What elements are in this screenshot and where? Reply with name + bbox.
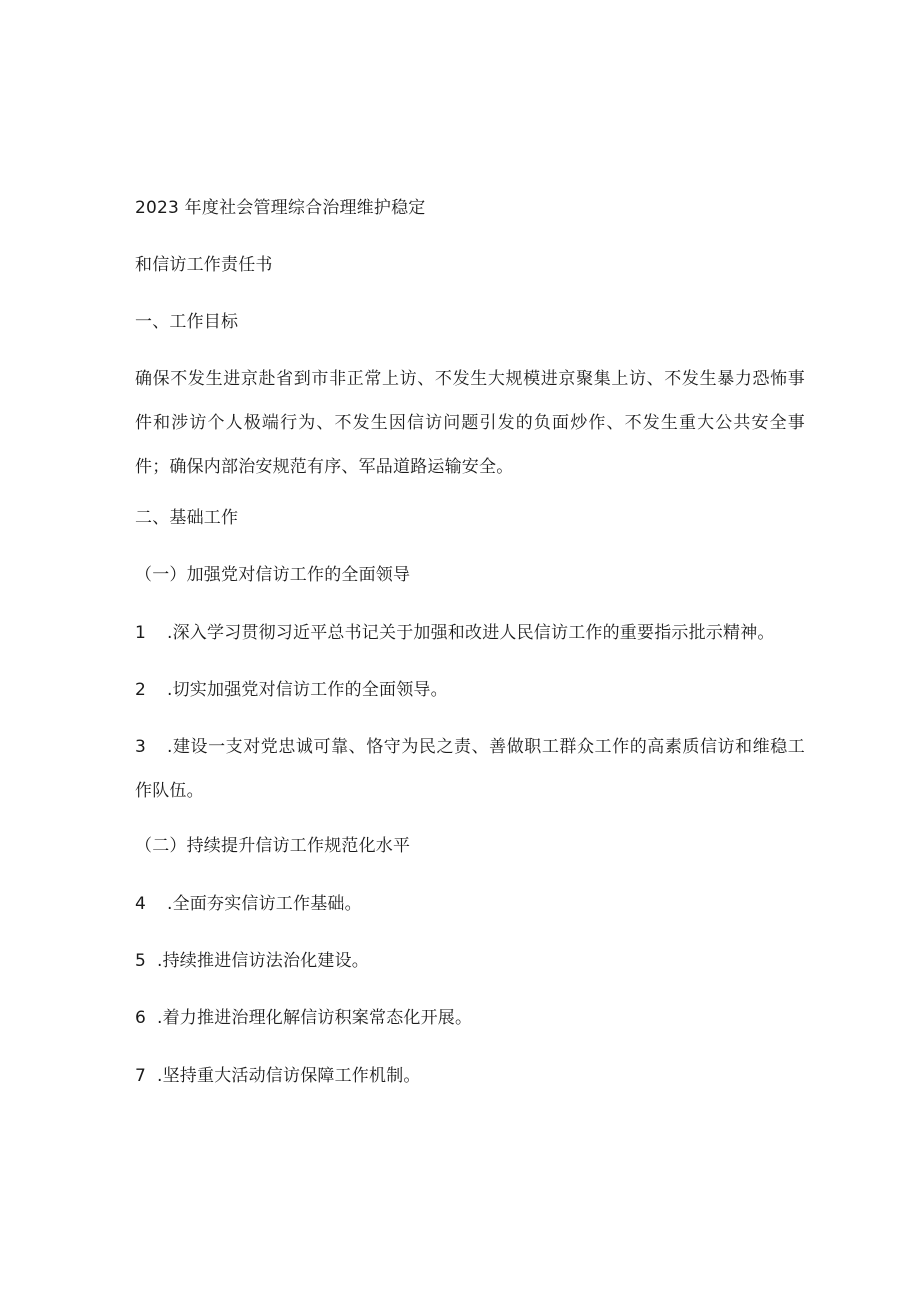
list-item-7 — [135, 1065, 421, 1087]
list-item-text: .全面夯实信访工作基础。 — [167, 894, 362, 914]
list-item-text: .持续推进信访法治化建设。 — [157, 951, 370, 971]
list-item-5 — [135, 950, 369, 972]
list-item-text: .坚持重大活动信访保障工作机制。 — [157, 1066, 421, 1086]
list-item-4 — [135, 893, 362, 915]
list-item-text: .深入学习贯彻习近平总书记关于加强和改进人民信访工作的重要指示批示精神。 — [167, 623, 775, 643]
list-item-text: .切实加强党对信访工作的全面领导。 — [167, 680, 448, 700]
section-body-goals — [135, 357, 805, 489]
section-heading-basic-work: 二、基础工作 — [135, 508, 239, 528]
document-title-line-2: 和信访工作责任书 — [135, 255, 273, 275]
list-item-number: 2 — [135, 680, 147, 700]
subsection-heading-2: （二）持续提升信访工作规范化水平 — [135, 836, 411, 856]
list-item-number: 3 — [135, 737, 147, 757]
list-item-number: 4 — [135, 894, 147, 914]
list-item-3 — [135, 725, 805, 813]
list-item-1 — [135, 622, 775, 644]
section-heading-goals: 一、工作目标 — [135, 312, 239, 332]
list-item-text: .着力推进治理化解信访积案常态化开展。 — [157, 1008, 473, 1028]
list-item-2 — [135, 679, 448, 701]
list-item-number: 5 — [135, 951, 147, 971]
document-title-line-1: 2023 年度社会管理综合治理维护稳定 — [135, 198, 426, 218]
list-item-text: .建设一支对党忠诚可靠、恪守为民之责、善做职工群众工作的高素质信访和维稳工作队伍。 — [135, 737, 805, 801]
list-item-number: 7 — [135, 1066, 147, 1086]
list-item-6 — [135, 1007, 472, 1029]
subsection-heading-1: （一）加强党对信访工作的全面领导 — [135, 565, 411, 585]
list-item-number: 1 — [135, 623, 147, 643]
list-item-number: 6 — [135, 1008, 147, 1028]
goals-text: 确保不发生进京赴省到市非正常上访、不发生大规模进京聚集上访、不发生暴力恐怖事件和涉访个人极端行为、不发生因信访问题引发的负面炒作、不发生重大公共安全事件；确保内部治安规范有序、军品道路运输安全。 — [135, 369, 805, 477]
